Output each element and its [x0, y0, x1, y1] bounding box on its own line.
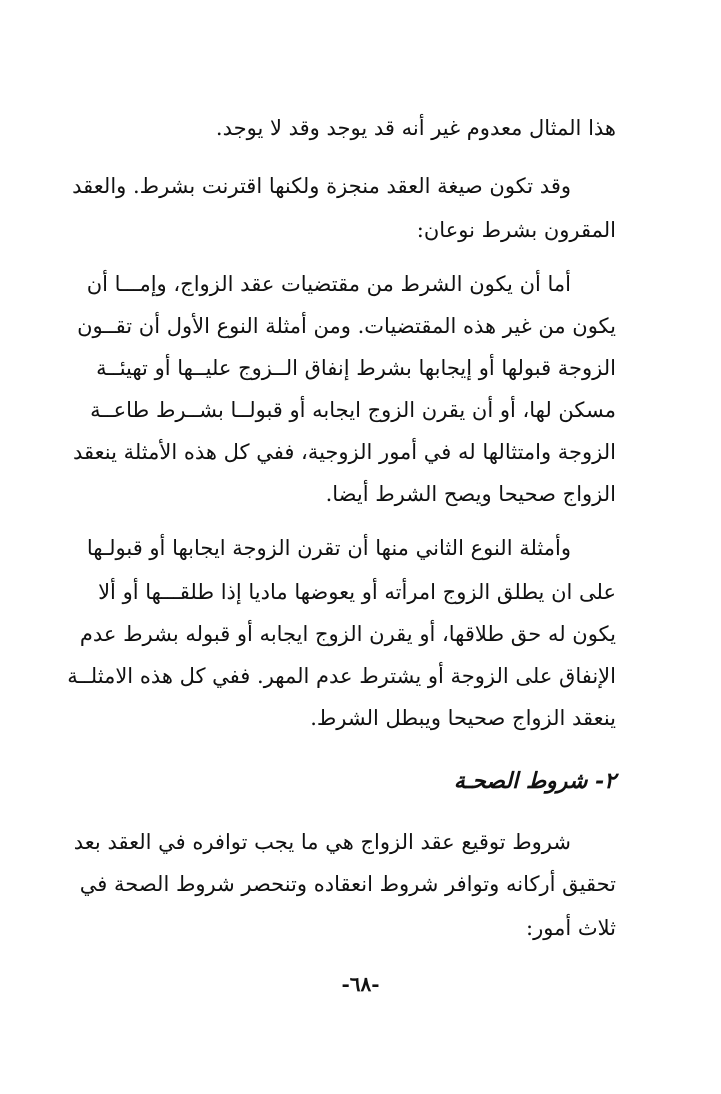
text-line: على ان يطلق الزوج امرأته أو يعوضها ماديا إذا طلقـــها أو ألا	[98, 580, 616, 604]
text-line: تحقيق أركانه وتوافر شروط انعقاده وتنحصر شروط الصحة في	[79, 872, 616, 896]
text-line: وأمثلة النوع الثاني منها أن تقرن الزوجة ايجابها أو قبولـها	[86, 536, 571, 560]
text-line: الزوجة وامتثالها له في أمور الزوجية، ففي كل هذه الأمثلة ينعقد	[72, 440, 616, 464]
text-line: هذا المثال معدوم غير أنه قد يوجد وقد لا يوجد.	[215, 116, 616, 140]
text-line: يكون له حق طلاقها، أو يقرن الزوج ايجابه أو قبوله بشرط عدم	[79, 622, 616, 646]
text-line: ثلاث أمور:	[526, 916, 616, 940]
section-heading: ٢- شروط الصحـة	[453, 768, 616, 794]
text-line: وقد تكون صيغة العقد منجزة ولكنها اقترنت بشرط. والعقد	[72, 174, 571, 198]
text-line: المقرون بشرط نوعان:	[416, 218, 616, 242]
text-line: الزواج صحيحا ويصح الشرط أيضا.	[325, 482, 616, 506]
page-number: -٦٨-	[341, 972, 380, 996]
text-line: يكون من غير هذه المقتضيات. ومن أمثلة النوع الأول أن تقــون	[77, 314, 616, 338]
text-line: الزوجة قبولها أو إيجابها بشرط إنفاق الــزوج عليــها أو تهيئــة	[96, 356, 616, 380]
text-line: أما أن يكون الشرط من مقتضيات عقد الزواج، وإمـــا أن	[86, 272, 571, 296]
text-line: الإنفاق على الزوجة أو يشترط عدم المهر. ففي كل هذه الامثلــة	[67, 664, 616, 688]
text-line: شروط توقيع عقد الزواج هي ما يجب توافره في العقد بعد	[73, 830, 571, 854]
text-line: ينعقد الزواج صحيحا ويبطل الشرط.	[310, 706, 616, 730]
text-line: مسكن لها، أو أن يقرن الزوج ايجابه أو قبولــا بشــرط طاعــة	[90, 398, 616, 422]
